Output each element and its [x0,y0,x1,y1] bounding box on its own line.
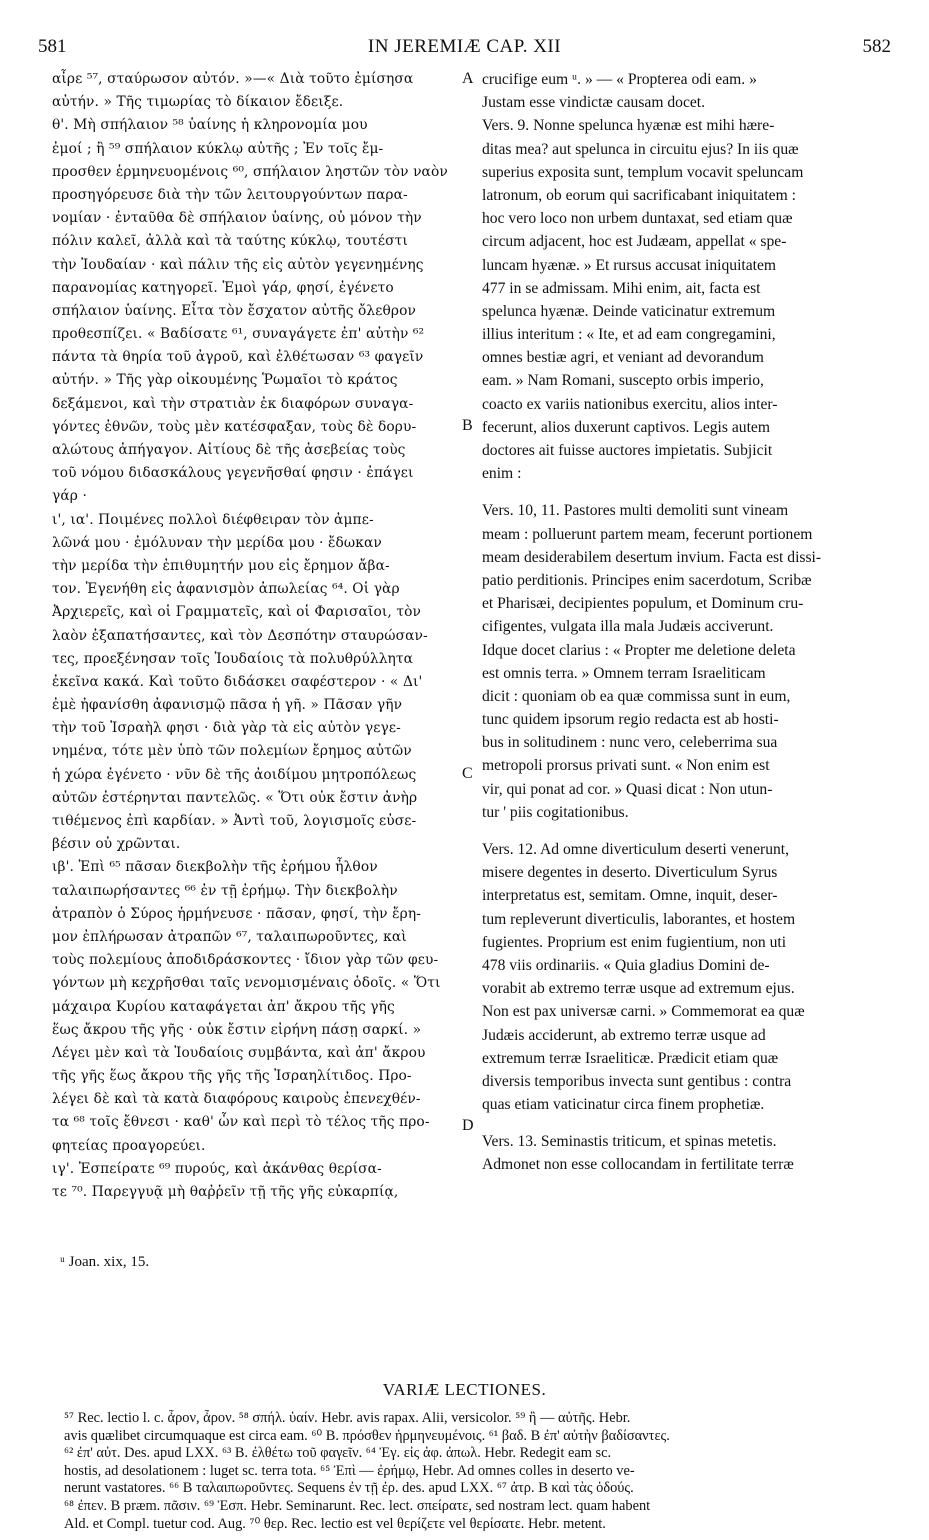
greek-text-line: Ἀρχιερεῖς, καὶ οἱ Γραμματεῖς, καὶ οἱ Φαρισαῖοι, τὸν [52,604,421,621]
greek-text-line: μον ἐπλήρωσαν ἀτραπῶν ⁶⁷, ταλαιπωροῦντες, καὶ [52,928,407,945]
greek-text-line: αὐτήν. » Τῆς τιμωρίας τὸ δίκαιον ἔδειξε. [52,94,344,111]
latin-text-line: meam desiderabilem desertum invium. Facta est dissi- [482,548,822,566]
margin-letter-c: C [462,765,473,782]
latin-text-line: coacto ex variis nationibus exercitu, alios inter- [482,395,778,413]
latin-text-line: latronum, ob eorum qui sacrificabant iniquitatem : [482,186,796,204]
latin-text-line: vorabit ab extremo terræ usque ad extremum ejus. [482,980,795,998]
latin-text-line: et Pharisæi, decipientes populum, et Dominum cru- [482,595,804,613]
latin-text-line: patio perditionis. Principes enim sacerdotum, Scribæ [482,571,812,589]
latin-text-line: hoc vero loco non urbem duntaxat, sed etiam quæ [482,210,793,228]
latin-text-line: tur ' piis cogitationibus. [482,803,629,821]
greek-text-line: τὴν Ἰουδαίαν · καὶ πάλιν τῆς εἰς αὐτὸν γεγενημένης [52,256,424,273]
latin-text-line: enim : [482,465,522,483]
page-number-right: 582 [862,36,891,57]
latin-text-line: diversis temporibus invecta sunt gentibus : contra [482,1072,792,1090]
greek-text-line: πάντα τὰ θηρία τοῦ ἀγροῦ, καὶ ἐλθέτωσαν ⁶³ φαγεῖν [52,349,424,366]
latin-text-line [482,1116,892,1130]
greek-text-line: τῆς γῆς ἕως ἄκρου τῆς γῆς τῆς Ἰσραηλίτιδος. Προ- [52,1068,412,1085]
greek-text-line: σπήλαιον ὑαίνης. Εἶτα τὸν ἔσχατον αὐτῆς ὄλεθρον [52,302,417,319]
latin-text-line: cifigentes, vulgata illa mala Judæis acciverunt. [482,618,774,636]
latin-text-line: illius interitum : « Ite, et ad eam congregamini, [482,326,776,344]
variae-lectiones-title: VARIÆ LECTIONES. [382,1380,547,1399]
margin-letter-d: D [462,1117,474,1134]
greek-text-line: τοῦ νόμου διδασκάλους γεγενῆσθαί φησιν · ἐπάγει [52,465,414,482]
latin-text-line: eam. » Nam Romani, suscepto orbis imperio, [482,372,764,390]
varia-line: hostis, ad desolationem : luget sc. terra tota. ⁶⁵ Ἐπὶ — ἐρήμῳ, Hebr. Ad omnes colles in deserto ve- [64,1462,635,1479]
greek-text-line: ἕως ἄκρου τῆς γῆς · οὐκ ἔστιν εἰρήνη πάσῃ σαρκί. » [52,1021,422,1038]
running-title: IN JEREMIÆ CAP. XII [367,36,562,57]
varia-line: nerunt vastatores. ⁶⁶ B ταλαιπωροῦντες. Sequens ἐν τῇ ἐρ. des. apud LXX. ⁶⁷ ἀτρ. B καὶ τὰς ὁδούς. [64,1480,634,1497]
latin-text-line: Justam esse vindictæ causam docet. [482,94,706,112]
latin-text-line: interpretatus est, semitam. Omne, inquit, deser- [482,887,778,905]
latin-text-line: fecerunt, alios duxerunt captivos. Legis autem [482,418,770,436]
greek-text-line: ιβ'. Ἐπὶ ⁶⁵ πᾶσαν διεκβολὴν τῆς ἐρήμου ἦλθον [52,859,378,876]
margin-letter-b: B [462,417,473,434]
greek-column [52,68,456,1204]
greek-text-line: τον. Ἐγενήθη εἰς ἀφανισμὸν ἀπωλείας ⁶⁴. Οἱ γὰρ [52,581,400,598]
latin-text-line: Vers. 12. Ad omne diverticulum deserti venerunt, [482,841,790,858]
latin-text-line: Idque docet clarius : « Propter me deletione deleta [482,641,796,659]
greek-text-line: τοὺς πολεμίους ἀποδιδράσκοντες · ἴδιον γὰρ τῶν φευ- [52,952,439,969]
greek-text-line: προσθεν ἑρμηνευομένοις ⁶⁰, σπήλαιον ληστῶν τὸν ναὸν [52,163,448,180]
latin-text-line: vir, qui ponat ad cor. » Quasi dicat : Non utun- [482,780,773,798]
greek-text-line: λέγει δὲ καὶ τὰ κατὰ διαφόρους καιροὺς ἐπενεχθέν- [52,1091,421,1108]
greek-text-line: φητείας προαγορεύει. [52,1137,206,1154]
margin-letter-a: A [462,70,474,87]
greek-text-line: τα ⁶⁸ τοῖς ἔθνεσι · καθ' ὧν καὶ περὶ τὸ τέλος τῆς προ- [52,1114,430,1131]
latin-text-line: Vers. 10, 11. Pastores multi demoliti sunt vineam [482,502,789,520]
latin-text-line: Vers. 9. Nonne spelunca hyænæ est mihi hære- [482,117,775,135]
greek-text-line: ἡ χώρα ἐγένετο · νῦν δὲ τῆς ἀοιδίμου μητροπόλεως [52,766,417,783]
greek-text-line: πόλιν καλεῖ, ἀλλὰ καὶ τὰ ταύτης κύκλῳ, τουτέστι [52,233,408,250]
greek-text-line: προσηγόρευσε διὰ τὴν τῶν λειτουργούντων παρα- [52,186,408,203]
latin-text-line: dicit : quoniam ob ea quæ commissa sunt in eum, [482,687,791,705]
latin-text-line: extremum terræ Israeliticæ. Prædicit etiam quæ [482,1049,779,1067]
greek-text-line: αὐτῶν ἐστέρηνται παντελῶς. « Ὅτι οὐκ ἔστιν ἀνὴρ [52,789,418,806]
greek-text-line: προθεσπίζει. « Βαδίσατε ⁶¹, συναγάγετε ἐπ' αὐτὴν ⁶² [52,326,425,343]
greek-text-line: τὴν τοῦ Ἰσραὴλ φησι · διὰ γὰρ τὰ εἰς αὐτὸν γεγε- [52,720,401,737]
latin-text-line: Non est pax universæ carni. » Commemorat ea quæ [482,1003,805,1021]
latin-text-line: omnes bestiæ agri, et veniant ad devorandum [482,349,764,367]
latin-column [482,68,892,1177]
greek-text-line: θ'. Μὴ σπήλαιον ⁵⁸ ὑαίνης ἡ κληρονομία μου [52,117,368,134]
greek-text-line: τες, προεξένησαν τοῖς Ἰουδαίοις τὰ πολυθρύλλητα [52,650,414,667]
greek-text-line: βέσιν οὐ χρῶνται. [52,836,181,853]
latin-text-line: bus in solitudinem : nunc vero, celeberrima sua [482,734,778,752]
varia-line: ⁵⁷ Rec. lectio l. c. ἆρον, ἆρον. ⁵⁸ σπήλ. ὑαίν. Hebr. avis rapax. Alii, versicolor. ⁵⁹ ἢ — αὐτῆς. Hebr. [64,1410,631,1426]
latin-text-line: metropoli prorsus privati sunt. « Non enim est [482,757,770,775]
greek-text-line: γόντες ἐθνῶν, τοὺς μὲν κατέσφαξαν, τοὺς δὲ δορυ- [52,418,417,435]
greek-text-line: τὴν μερίδα τὴν ἐπιθυμητήν μου εἰς ἔρημον ἄβα- [52,557,390,574]
greek-text-line: ἀτραπὸν ὁ Σύρος ἡρμήνευσε · πᾶσαν, φησί, τὴν ἔρη- [52,905,421,922]
greek-text-line: ταλαιπωρήσαντες ⁶⁶ ἐν τῇ ἐρήμῳ. Τὴν διεκβολὴν [52,882,398,899]
greek-text-line: αἶρε ⁵⁷, σταύρωσον αὐτόν. »—« Διὰ τοῦτο ἐμίσησα [52,71,414,87]
greek-text-line: τιθέμενος ἐπὶ καρδίαν. » Ἀντὶ τοῦ, λογισμοῖς εὐσε- [52,813,417,829]
greek-text-line: Λέγει μὲν καὶ τὰ Ἰουδαίοις συμβάντα, καὶ ἀπ' ἄκρου [52,1044,426,1061]
latin-text-line: Admonet non esse collocandam in fertilitate terræ [482,1156,794,1174]
running-header [38,36,891,62]
latin-text-line [482,824,892,838]
latin-text-line: meam : polluerunt partem meam, fecerunt portionem [482,525,813,543]
greek-text-line: δεξάμενοι, καὶ τὴν στρατιὰν ἐκ διαφόρων συναγα- [52,395,414,412]
greek-text-line: ιγ'. Ἐσπείρατε ⁶⁹ πυρούς, καὶ ἀκάνθας θερίσα- [52,1160,382,1177]
latin-text-line: 477 in se admissam. Mihi enim, ait, facta est [482,279,761,297]
latin-text-line: tum repleverunt diverticulis, laborantes, et hostem [482,910,796,928]
greek-text-line: λῶνά μου · ἐμόλυναν τὴν μερίδα μου · ἔδωκαν [52,534,382,551]
page-number-left: 581 [38,36,67,57]
greek-text-line: τε ⁷⁰. Παρεγγυᾷ μὴ θαῤῥεῖν τῇ τῆς γῆς εὐκαρπίᾳ, [52,1184,399,1200]
varia-line: avis quælibet circumquaque est circa eam. ⁶⁰ B. πρόσθεν ἡρμηνευμένοις. ⁶¹ βαδ. B ἐπ' αὐτὴν βαδίσαντες. [64,1427,670,1444]
greek-text-line: ἐκεῖνα κακά. Καὶ τοῦτο διδάσκει σαφέστερον · « Δι' [52,673,423,690]
variae-lectiones [64,1410,900,1533]
varia-line: ⁶² ἐπ' αὐτ. Des. apud LXX. ⁶³ B. ἐλθέτω τοῦ φαγεῖν. ⁶⁴ Ἐγ. εἰς ἀφ. ἀπωλ. Hebr. Redegit eam sc. [64,1445,612,1462]
greek-text-line: μάχαιρα Κυρίου καταφάγεται ἀπ' ἄκρου τῆς γῆς [52,998,395,1015]
latin-text-line: ditas mea? aut spelunca in circuitu ejus? In iis quæ [482,140,799,158]
latin-text-line: Vers. 13. Seminastis triticum, et spinas metetis. [482,1133,777,1151]
latin-text-line: Judæis acciderunt, ab extremo terræ usque ad [482,1026,766,1044]
greek-text-line: γόντων μὴ κεχρῆσθαι ταῖς νενομισμέναις ὁδοῖς. « Ὅτι [52,975,441,992]
greek-text-line: γάρ · [52,488,87,505]
latin-text-line: luncam hyænæ. » Et rursus accusat iniquitatem [482,256,777,274]
latin-text-line: est omnis terra. » Omnem terram Israeliticam [482,664,766,682]
latin-text-line: spelunca hyænæ. Deinde vaticinatur extremum [482,302,776,320]
greek-text-line: αὐτήν. » Τῆς γὰρ οἰκουμένης Ῥωμαῖοι τὸ κράτος [52,372,398,389]
latin-text-line [482,485,892,499]
latin-text-line: misere degentes in deserto. Diverticulum Syrus [482,864,778,882]
latin-text-line: quas etiam vaticinatur circa finem prophetiæ. [482,1096,765,1114]
greek-text-line: ἐμὲ ἠφανίσθη ἀφανισμῷ πᾶσα ἡ γῆ. » Πᾶσαν γῆν [52,697,403,714]
latin-text-line: 478 viis ordinariis. « Quia gladius Domini de- [482,956,770,974]
varia-line: Ald. et Compl. tuetur cod. Aug. ⁷⁰ θερ. Rec. lectio est vel θερίζετε vel θερίσατε. Hebr. metent. [64,1515,606,1532]
greek-text-line: αλώτους ἀπήγαγον. Αἰτίους δὲ τῆς ἀσεβείας τοὺς [52,442,406,458]
greek-text-line: νομίαν · ἐνταῦθα δὲ σπήλαιον ὑαίνης, οὐ μόνον τὴν [52,210,422,227]
latin-text-line: doctores ait fuisse auctores impietatis. Subjicit [482,442,773,459]
greek-text-line: ἐμοί ; ἢ ⁵⁹ σπήλαιον κύκλῳ αὐτῆς ; Ἐν τοῖς ἔμ- [52,140,384,157]
column-footnote: ᵘ Joan. xix, 15. [60,1254,150,1270]
greek-text-line: λαὸν ἐξαπατήσαντες, καὶ τὸν Δεσπότην σταυρώσαν- [52,627,428,644]
latin-text-line: tunc quidem ipsorum regio redacta est ab hosti- [482,711,779,729]
latin-text-line: circum adjacent, hoc est Judæam, appellat « spe- [482,233,787,251]
greek-text-line: παρανομίας κατηγορεῖ. Ἐμοὶ γάρ, φησί, ἐγένετο [52,279,394,296]
latin-text-line: crucifige eum ᵘ. » — « Propterea odi eam. » [482,71,757,88]
greek-text-line: νημένα, τότε μὲν ὑπὸ τῶν πολεμίων ἔρημος αὐτῶν [52,743,412,760]
varia-line: ⁶⁸ ἐπεν. B præm. πᾶσιν. ⁶⁹ Ἐσπ. Hebr. Seminarunt. Rec. lect. σπείρατε, sed nostram lect. quam habent [64,1497,651,1514]
latin-text-line: fugientes. Proprium est enim fugientium, non uti [482,933,787,951]
greek-text-line: ι', ια'. Ποιμένες πολλοὶ διέφθειραν τὸν ἀμπε- [52,511,374,528]
latin-text-line: superius exposita sunt, templum vocavit speluncam [482,163,804,181]
